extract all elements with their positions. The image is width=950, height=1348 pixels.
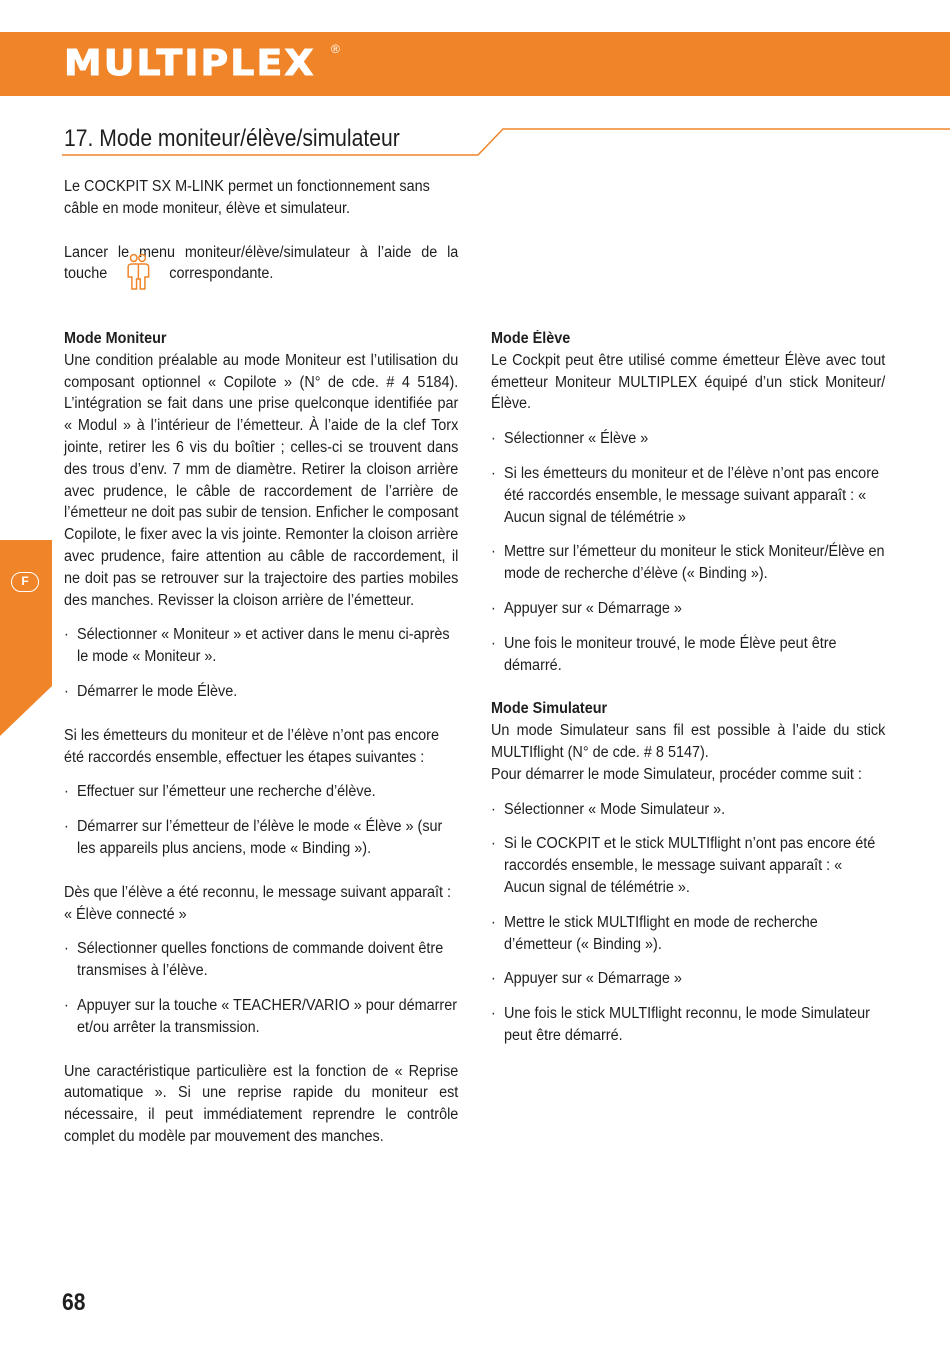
paragraph: Une caractéristique particulière est la fonction de « Reprise automatique ». Si une reprise rapide du moniteur est nécessaire, il peut immédiatement reprendre le contrôle complet du modèle par mouvement des manches.: [64, 1062, 459, 1145]
list-item: · Mettre le stick MULTIflight en mode de recherche d’émetteur (« Binding »).: [491, 912, 885, 956]
list-item: · Si les émetteurs du moniteur et de l’élève n’ont pas encore été raccordés ensemble, le message suivant apparaît : « Aucun signal de télémétrie »: [491, 463, 885, 528]
list-item: · Sélectionner « Moniteur » et activer dans le menu ci-après le mode « Moniteur ».: [64, 624, 458, 668]
paragraph: Pour démarrer le mode Simulateur, procéder comme suit :: [491, 765, 862, 783]
student-teacher-icon: [124, 253, 152, 291]
list-item: · Si le COCKPIT et le stick MULTIflight n’ont pas encore été raccordés ensemble, le message suivant apparaît : « Aucun signal de télémétrie ».: [491, 833, 885, 898]
list-item: · Démarrer sur l’émetteur de l’élève le mode « Élève » (sur les appareils plus anciens, mode « Binding »).: [64, 816, 458, 860]
brand-logo: MULTIPLEX: [64, 43, 316, 84]
bullet-list: [64, 624, 458, 702]
list-item: · Une fois le moniteur trouvé, le mode Élève peut être démarré.: [491, 633, 885, 677]
heading-mode-moniteur: Mode Moniteur: [64, 330, 167, 347]
list-item: · Effectuer sur l’émetteur une recherche d’élève.: [64, 781, 458, 803]
bullet-list: [491, 428, 885, 676]
list-item: · Appuyer sur « Démarrage »: [491, 598, 885, 620]
paragraph: Une condition préalable au mode Moniteur est l’utilisation du composant optionnel « Copilote » (N° de cde. # 4 5184). L’intégration se fait dans une prise quelconque identifiée par « Modul » à l’intérieur de l’émetteur. À l’aide de la clef Torx jointe, retirer les 6 vis du boîtier ; celles-ci se trouvent dans des trous d’env. 7 mm de diamètre. Retirer la cloison arrière avec prudence, le câble de raccordement de l’arrière de l’émetteur ne doit pas subir de tension. Enficher le composant Copilote, le fixer avec la vis jointe. Remonter la cloison arrière avec prudence, faire attention au câble de raccordement, il ne doit pas se retrouver sur la trajectoire des parties mobiles des manches. Revisser la cloison arrière de l’émetteur.: [64, 351, 459, 609]
paragraph: Si les émetteurs du moniteur et de l’élève n’ont pas encore été raccordés ensemble, effectuer les étapes suivantes :: [64, 726, 440, 766]
heading-mode-simulateur: Mode Simulateur: [491, 700, 608, 718]
intro-instruction: Lancer le menu moniteur/élève/simulateur à l’aide de la touche correspondante.: [64, 242, 458, 286]
intro-paragraph: Le COCKPIT SX M-LINK permet un fonctionnement sans câble en mode moniteur, élève et simulateur.: [64, 178, 430, 217]
registered-mark: ®: [331, 42, 340, 56]
page-number: 68: [62, 1289, 86, 1316]
language-side-tab: [0, 540, 52, 736]
heading-mode-eleve: Mode Élève: [491, 330, 571, 347]
paragraph: Dès que l’élève a été reconnu, le message suivant apparaît : « Élève connecté »: [64, 883, 452, 923]
bullet-list: [491, 799, 885, 1047]
list-item: · Sélectionner « Mode Simulateur ».: [491, 799, 885, 821]
right-column: [491, 328, 885, 1047]
bullet-list: [64, 938, 458, 1038]
paragraph: Le Cockpit peut être utilisé comme émetteur Élève avec tout émetteur Moniteur MULTIPLEX équipé d’un stick Moniteur/Élève.: [491, 351, 886, 413]
list-item: · Sélectionner quelles fonctions de commande doivent être transmises à l’élève.: [64, 938, 458, 982]
list-item: · Appuyer sur la touche « TEACHER/VARIO » pour démarrer et/ou arrêter la transmission.: [64, 995, 458, 1039]
intro-block: [64, 176, 458, 285]
bullet-list: [64, 781, 458, 859]
list-item: · Une fois le stick MULTIflight reconnu, le mode Simulateur peut être démarré.: [491, 1003, 885, 1047]
list-item: · Sélectionner « Élève »: [491, 428, 885, 450]
paragraph: Un mode Simulateur sans fil est possible à l’aide du stick MULTIflight (N° de cde. # 8 5147).: [491, 722, 886, 761]
list-item: · Démarrer le mode Élève.: [64, 681, 458, 703]
list-item: · Appuyer sur « Démarrage »: [491, 968, 885, 990]
list-item: · Mettre sur l’émetteur du moniteur le stick Moniteur/Élève en mode de recherche d’élève (« Binding »).: [491, 541, 885, 585]
section-title: 17. Mode moniteur/élève/simulateur: [64, 125, 400, 152]
language-badge: F: [11, 572, 39, 592]
left-column: [64, 328, 458, 1148]
